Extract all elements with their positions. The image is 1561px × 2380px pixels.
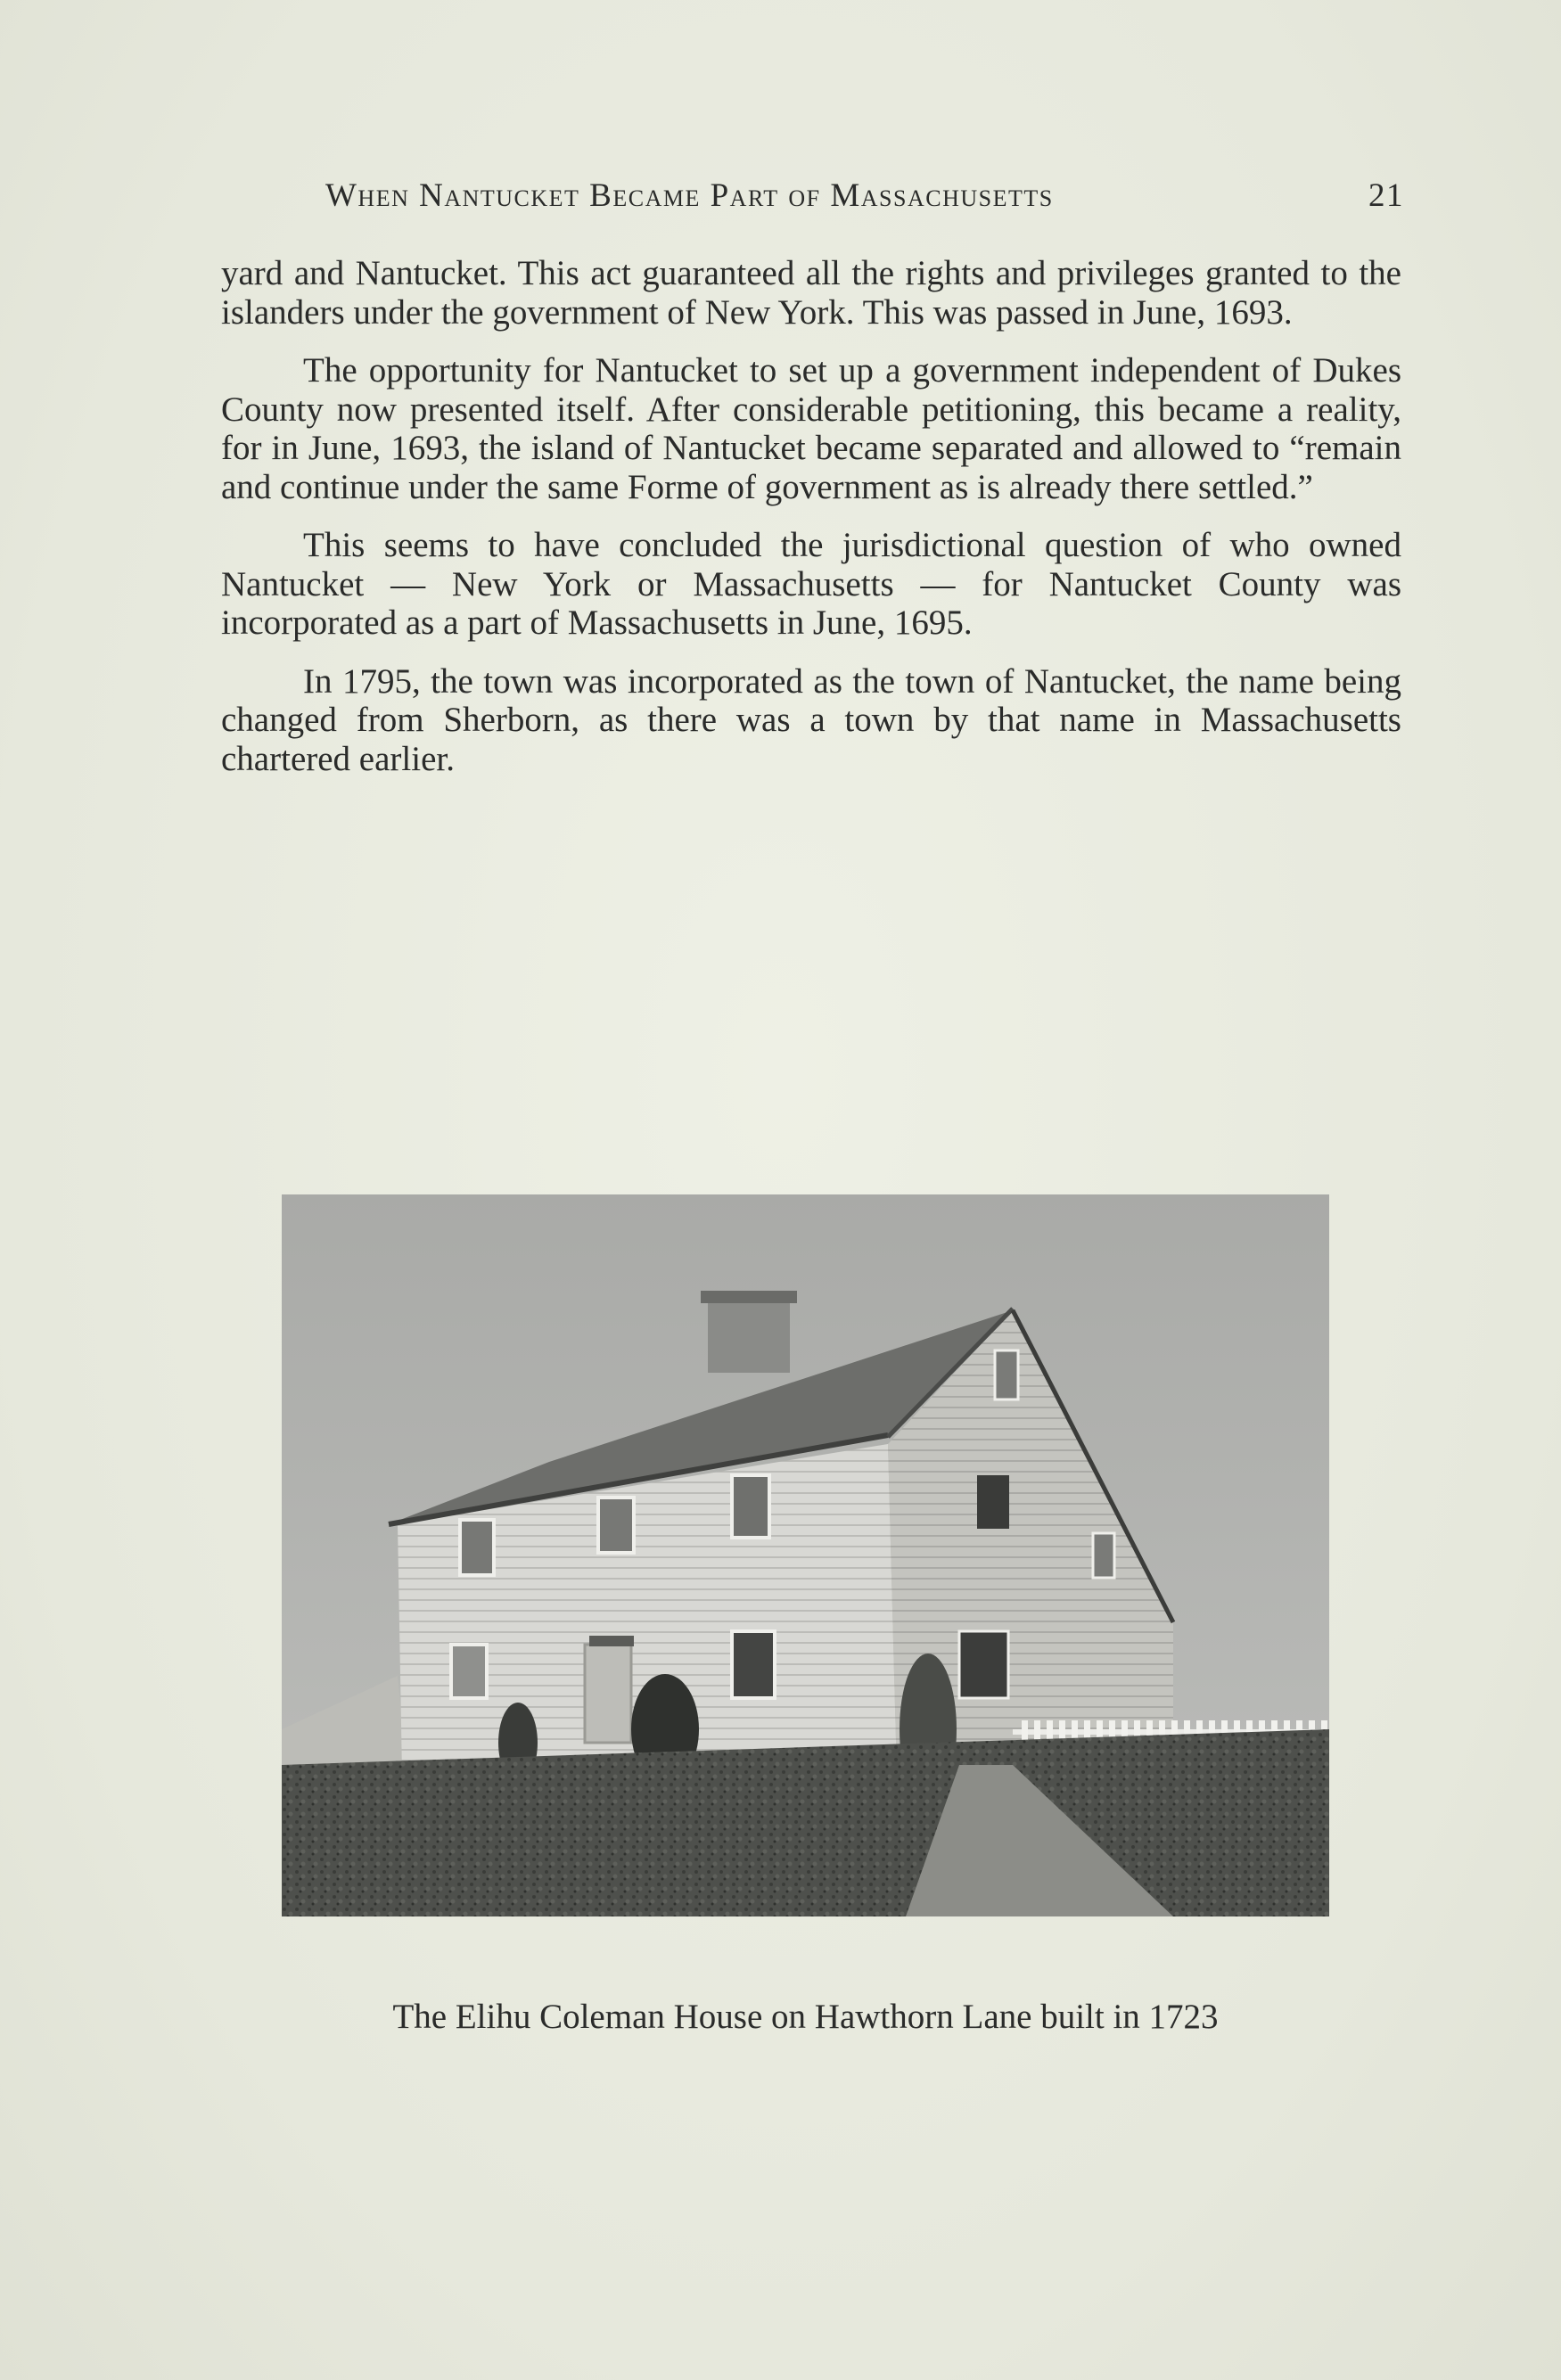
photo-caption: The Elihu Coleman House on Hawthorn Lane built in 1723 xyxy=(392,1998,1219,2036)
paragraph-4: In 1795, the town was incorporated as the town of Nantucket, the name being changed from Sherborn, as there was a town by that name in Massachusetts chartered earlier. xyxy=(221,661,1401,778)
page-number: 21 xyxy=(1368,177,1404,214)
running-title: When Nantucket Became Part of Massachusetts xyxy=(325,177,1054,214)
body-text xyxy=(221,254,1401,798)
paragraph-1: yard and Nantucket. This act guaranteed all the rights and privileges granted to the islanders under the government of New York. This was passed in June, 1693. xyxy=(221,254,1401,332)
paragraph-3: This seems to have concluded the jurisdictional question of who owned Nantucket — New York or Massachusetts — for Nantucket County was incorporated as a part of Massachusetts in June, 1695. xyxy=(221,526,1401,642)
paragraph-2: The opportunity for Nantucket to set up a government independent of Dukes County now presented itself. After considerable petitioning, this became a reality, for in June, 1693, the island of Nantucket became separated and allowed to “remain and continue under the same Forme of government as is already there settled.” xyxy=(221,351,1401,506)
house-photograph xyxy=(282,1194,1329,1916)
